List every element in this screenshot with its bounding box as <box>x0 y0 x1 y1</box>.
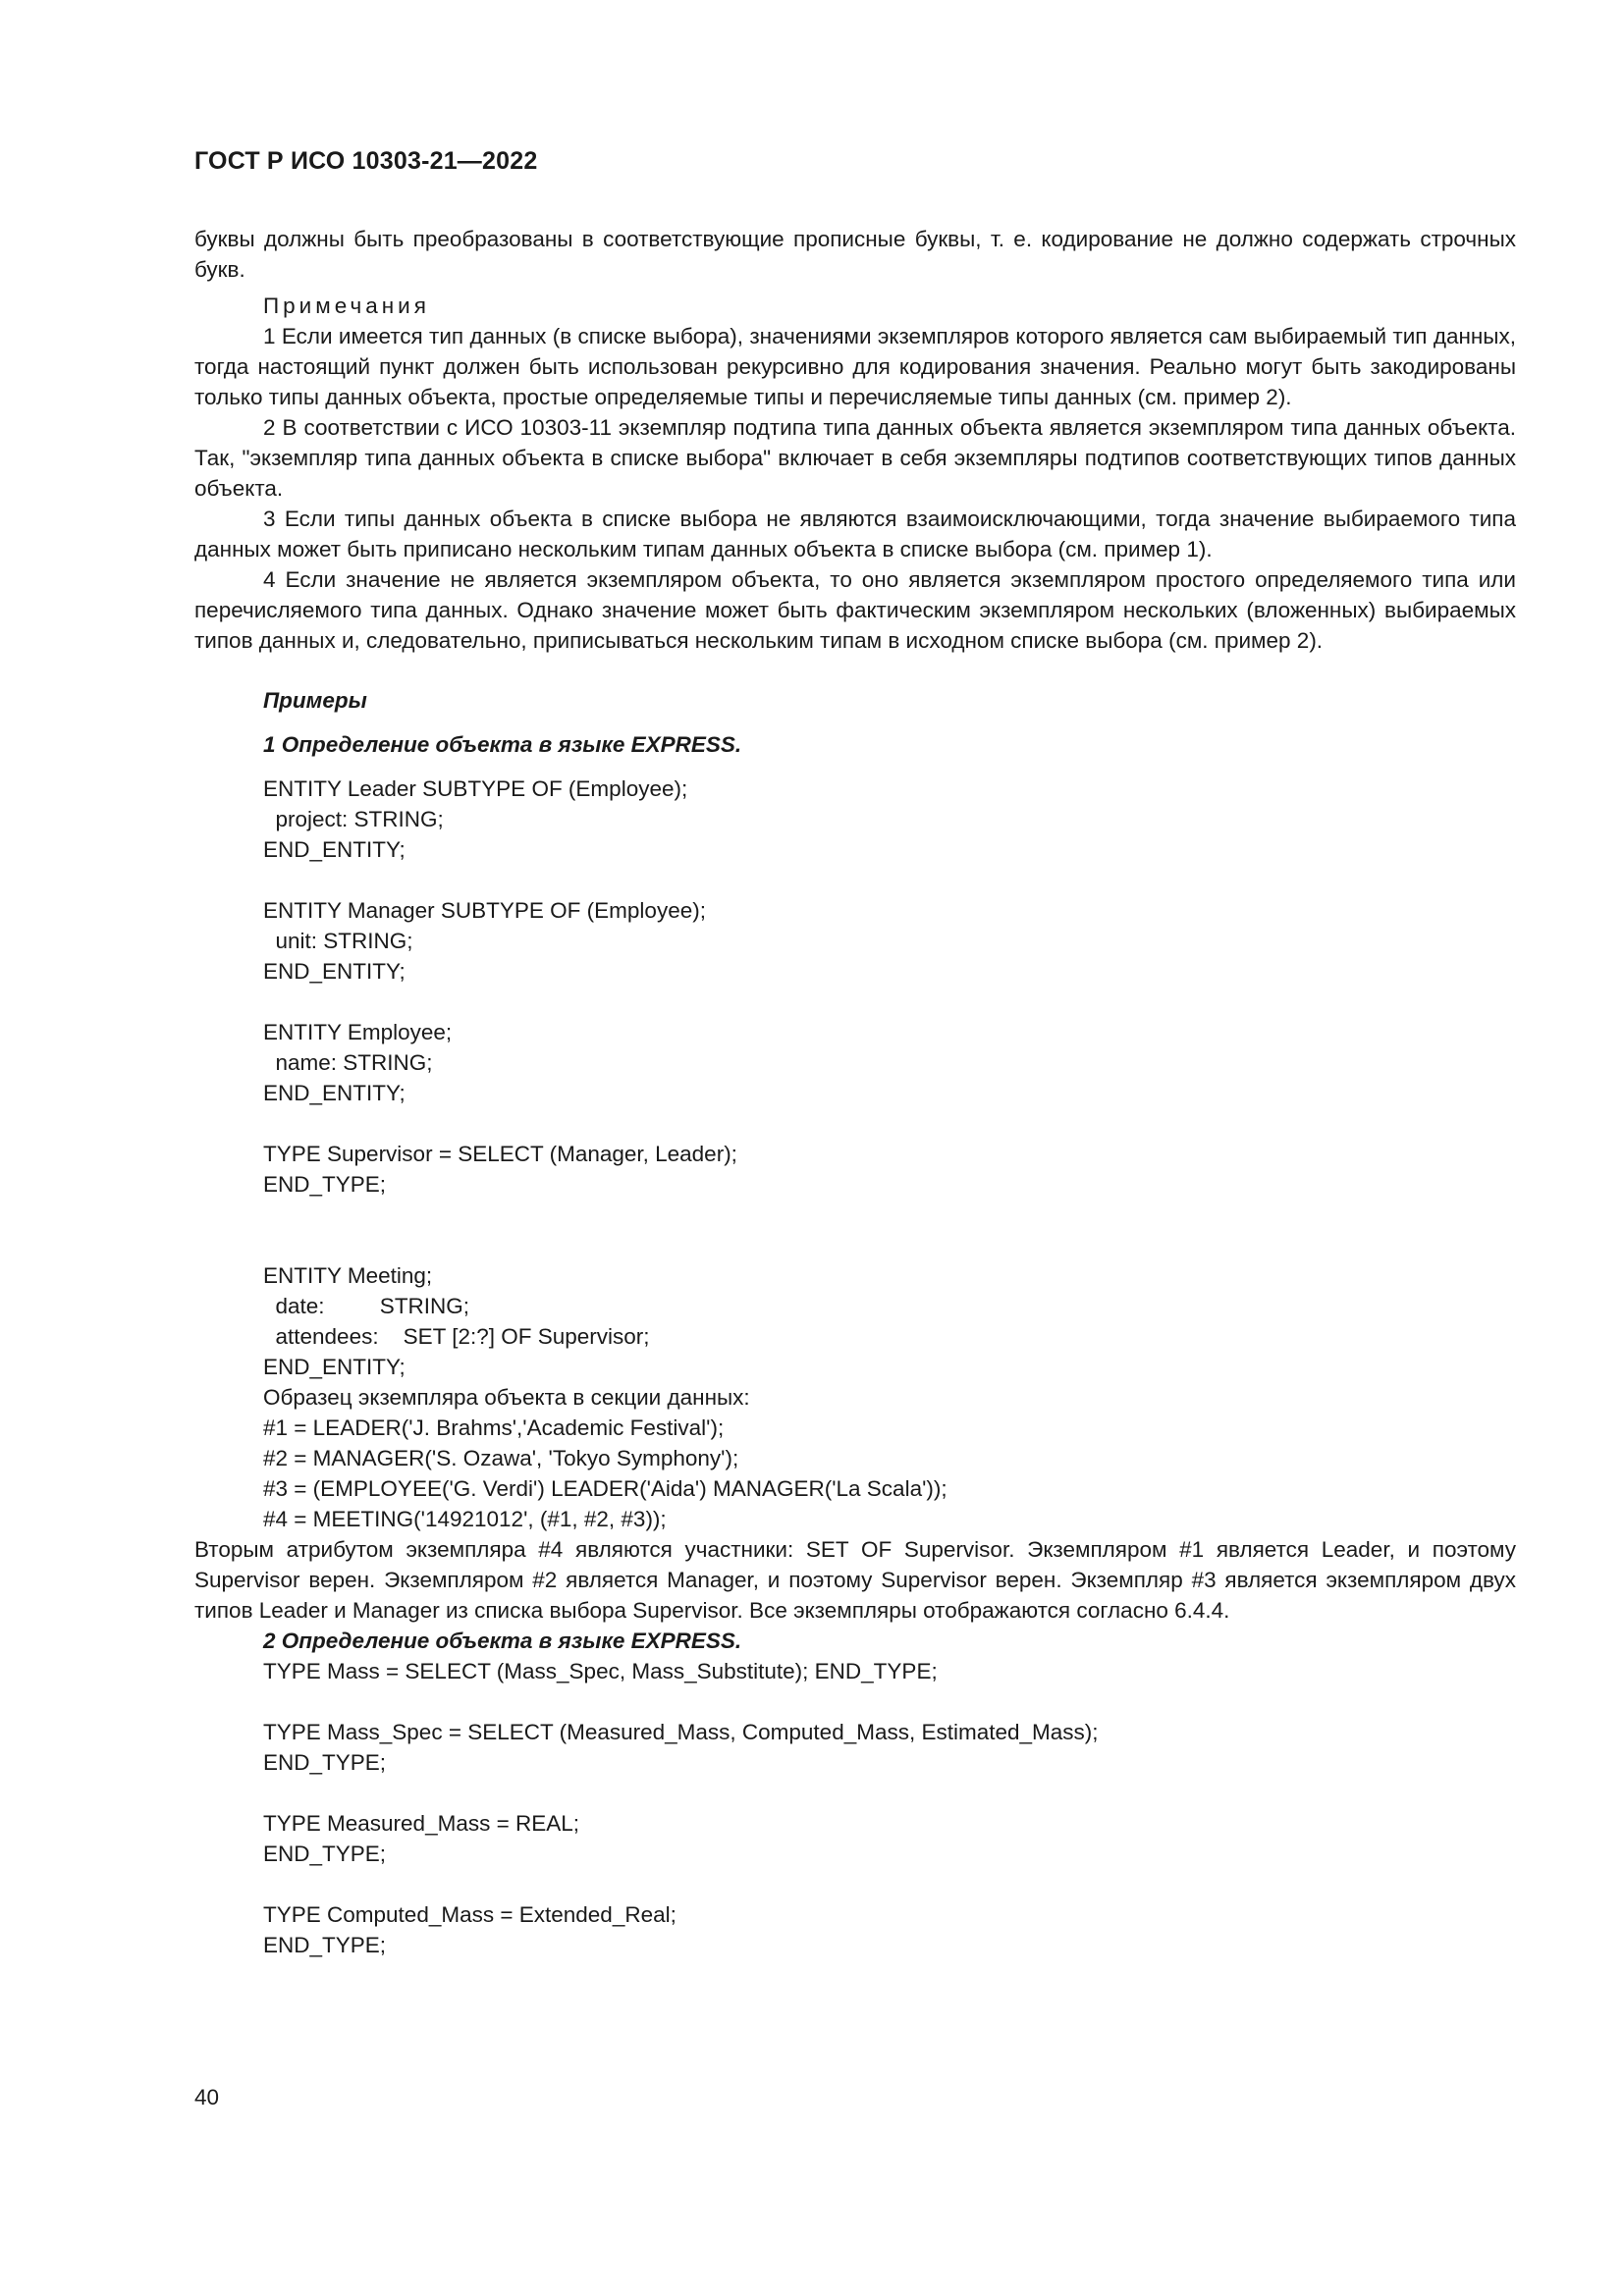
code-line: TYPE Mass_Spec = SELECT (Measured_Mass, Computed_Mass, Estimated_Mass); <box>263 1720 1099 1744</box>
document-body <box>194 224 1516 1960</box>
intro-paragraph: буквы должны быть преобразованы в соответствующие прописные буквы, т. е. кодирование не должно содержать строчных букв. <box>194 227 1516 282</box>
notes-title: Примечания <box>263 294 430 318</box>
code-line: Образец экземпляра объекта в секции данных: <box>263 1385 750 1410</box>
code-line: ENTITY Meeting; <box>263 1263 433 1288</box>
examples-title: Примеры <box>263 688 367 713</box>
code-line: TYPE Computed_Mass = Extended_Real; <box>263 1902 677 1927</box>
code-line: unit: STRING; <box>263 929 413 953</box>
code-line <box>263 1200 1516 1230</box>
code-line: TYPE Supervisor = SELECT (Manager, Leader); <box>263 1142 737 1166</box>
code-line: END_TYPE; <box>263 1933 387 1957</box>
code-line: attendees: SET [2:?] OF Supervisor; <box>263 1324 650 1349</box>
example-1-explanation: Вторым атрибутом экземпляра #4 являются участники: SET OF Supervisor. Экземпляром #1 является Leader, и поэтому Supervisor верен. Экземпляром #2 является Manager, и поэтому Supervisor верен. Экземпляр #3 является экземпляром двух типов Leader и Manager из списка выбора Supervisor. Все экземпляры отображаются согласно 6.4.4. <box>194 1537 1516 1623</box>
code-line <box>263 1778 1516 1808</box>
code-line: ENTITY Employee; <box>263 1020 453 1044</box>
example-1-heading: 1 Определение объекта в языке EXPRESS. <box>263 732 742 757</box>
example-2-heading: 2 Определение объекта в языке EXPRESS. <box>263 1629 742 1653</box>
code-line: date: STRING; <box>263 1294 470 1318</box>
code-line <box>263 1686 1516 1717</box>
note-item-4: 4 Если значение не является экземпляром объекта, то оно является экземпляром простого определяемого типа или перечисляемого типа данных. Однако значение может быть фактическим экземпляром нескольких (вложенных) выбираемых типов данных и, следовательно, приписываться нескольким типам в исходном списке выбора (см. пример 2). <box>194 567 1516 653</box>
code-line: ENTITY Leader SUBTYPE OF (Employee); <box>263 776 688 801</box>
page-number: 40 <box>194 2085 220 2109</box>
code-line <box>263 987 1516 1017</box>
example-1-code <box>194 774 1516 1534</box>
code-line <box>263 865 1516 895</box>
code-line: project: STRING; <box>263 807 444 831</box>
note-item-1: 1 Если имеется тип данных (в списке выбора), значениями экземпляров которого является сам выбираемый тип данных, тогда настоящий пункт должен быть использован рекурсивно для кодирования значения. Реально могут быть закодированы только типы данных объекта, простые определяемые типы и перечисляемые типы данных (см. пример 2). <box>194 324 1516 409</box>
code-line <box>263 1869 1516 1899</box>
code-line: END_TYPE; <box>263 1842 387 1866</box>
code-line: END_TYPE; <box>263 1172 387 1197</box>
code-line: ENTITY Manager SUBTYPE OF (Employee); <box>263 898 706 923</box>
code-line: END_ENTITY; <box>263 1355 406 1379</box>
code-line <box>263 1108 1516 1139</box>
code-line: END_TYPE; <box>263 1750 387 1775</box>
code-line: #3 = (EMPLOYEE('G. Verdi') LEADER('Aida') MANAGER('La Scala')); <box>263 1476 947 1501</box>
code-line: END_ENTITY; <box>263 1081 406 1105</box>
code-line: #2 = MANAGER('S. Ozawa', 'Tokyo Symphony'); <box>263 1446 739 1470</box>
code-line: #4 = MEETING('14921012', (#1, #2, #3)); <box>263 1507 667 1531</box>
note-item-2: 2 В соответствии с ИСО 10303-11 экземпляр подтипа типа данных объекта является экземпляром типа данных объекта. Так, "экземпляр типа данных объекта в списке выбора" включает в себя экземпляры подтипов соответствующих типов данных объекта. <box>194 415 1516 501</box>
code-line: TYPE Measured_Mass = REAL; <box>263 1811 580 1836</box>
code-line: TYPE Mass = SELECT (Mass_Spec, Mass_Substitute); END_TYPE; <box>263 1659 938 1683</box>
example-2-code <box>194 1656 1516 1960</box>
code-line: END_ENTITY; <box>263 837 406 862</box>
document-header: ГОСТ Р ИСО 10303-21—2022 <box>194 147 538 175</box>
code-line <box>263 1230 1516 1260</box>
note-item-3: 3 Если типы данных объекта в списке выбора не являются взаимоисключающими, тогда значение выбираемого типа данных может быть приписано нескольким типам данных объекта в списке выбора (см. пример 1). <box>194 507 1516 561</box>
code-line: #1 = LEADER('J. Brahms','Academic Festival'); <box>263 1415 725 1440</box>
code-line: END_ENTITY; <box>263 959 406 984</box>
code-line: name: STRING; <box>263 1050 433 1075</box>
